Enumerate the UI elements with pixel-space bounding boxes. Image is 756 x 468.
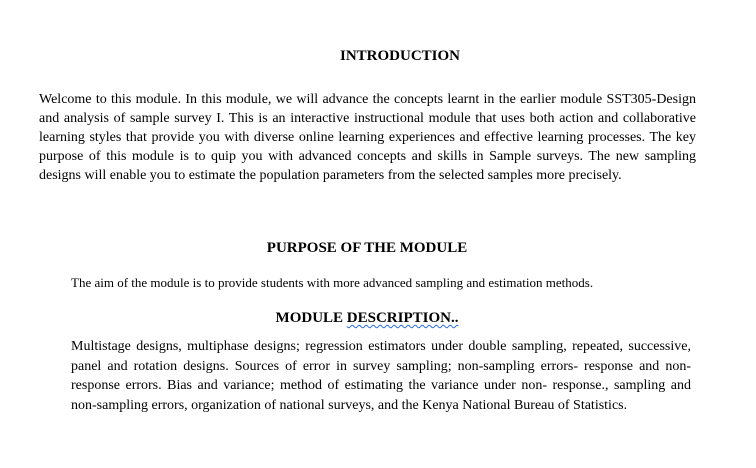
introduction-heading: INTRODUCTION bbox=[339, 48, 460, 64]
purpose-paragraph: The aim of the module is to provide students with more advanced sampling and estimation methods. bbox=[71, 275, 594, 290]
module-description-heading-marked-word[interactable]: DESCRIPTION.. bbox=[346, 310, 459, 326]
purpose-heading: PURPOSE OF THE MODULE bbox=[266, 240, 468, 256]
introduction-paragraph: Welcome to this module. In this module, we will advance the concepts learnt in the earlier module SST305-Design and analysis of sample survey I. This is an interactive instructional module that uses both action and collaborative learning styles that provide you with diverse online learning experiences and effective learning processes. The key purpose of this module is to quip you with advanced concepts and skills in Sample surveys. The new sampling designs will enable you to estimate the population parameters from the selected samples more precisely. bbox=[39, 92, 696, 183]
module-description-heading bbox=[0, 309, 734, 327]
module-description-heading-prefix: MODULE bbox=[275, 310, 347, 326]
module-description-paragraph: Multistage designs, multiphase designs; regression estimators under double sampling, repeated, successive, panel and rotation designs. Sources of error in survey sampling; non-sampling errors- response and non-response errors. Bias and variance; method of estimating the variance under non- response., sampling and non-sampling errors, organization of national surveys, and the Kenya National Bureau of Statistics. bbox=[71, 339, 691, 413]
